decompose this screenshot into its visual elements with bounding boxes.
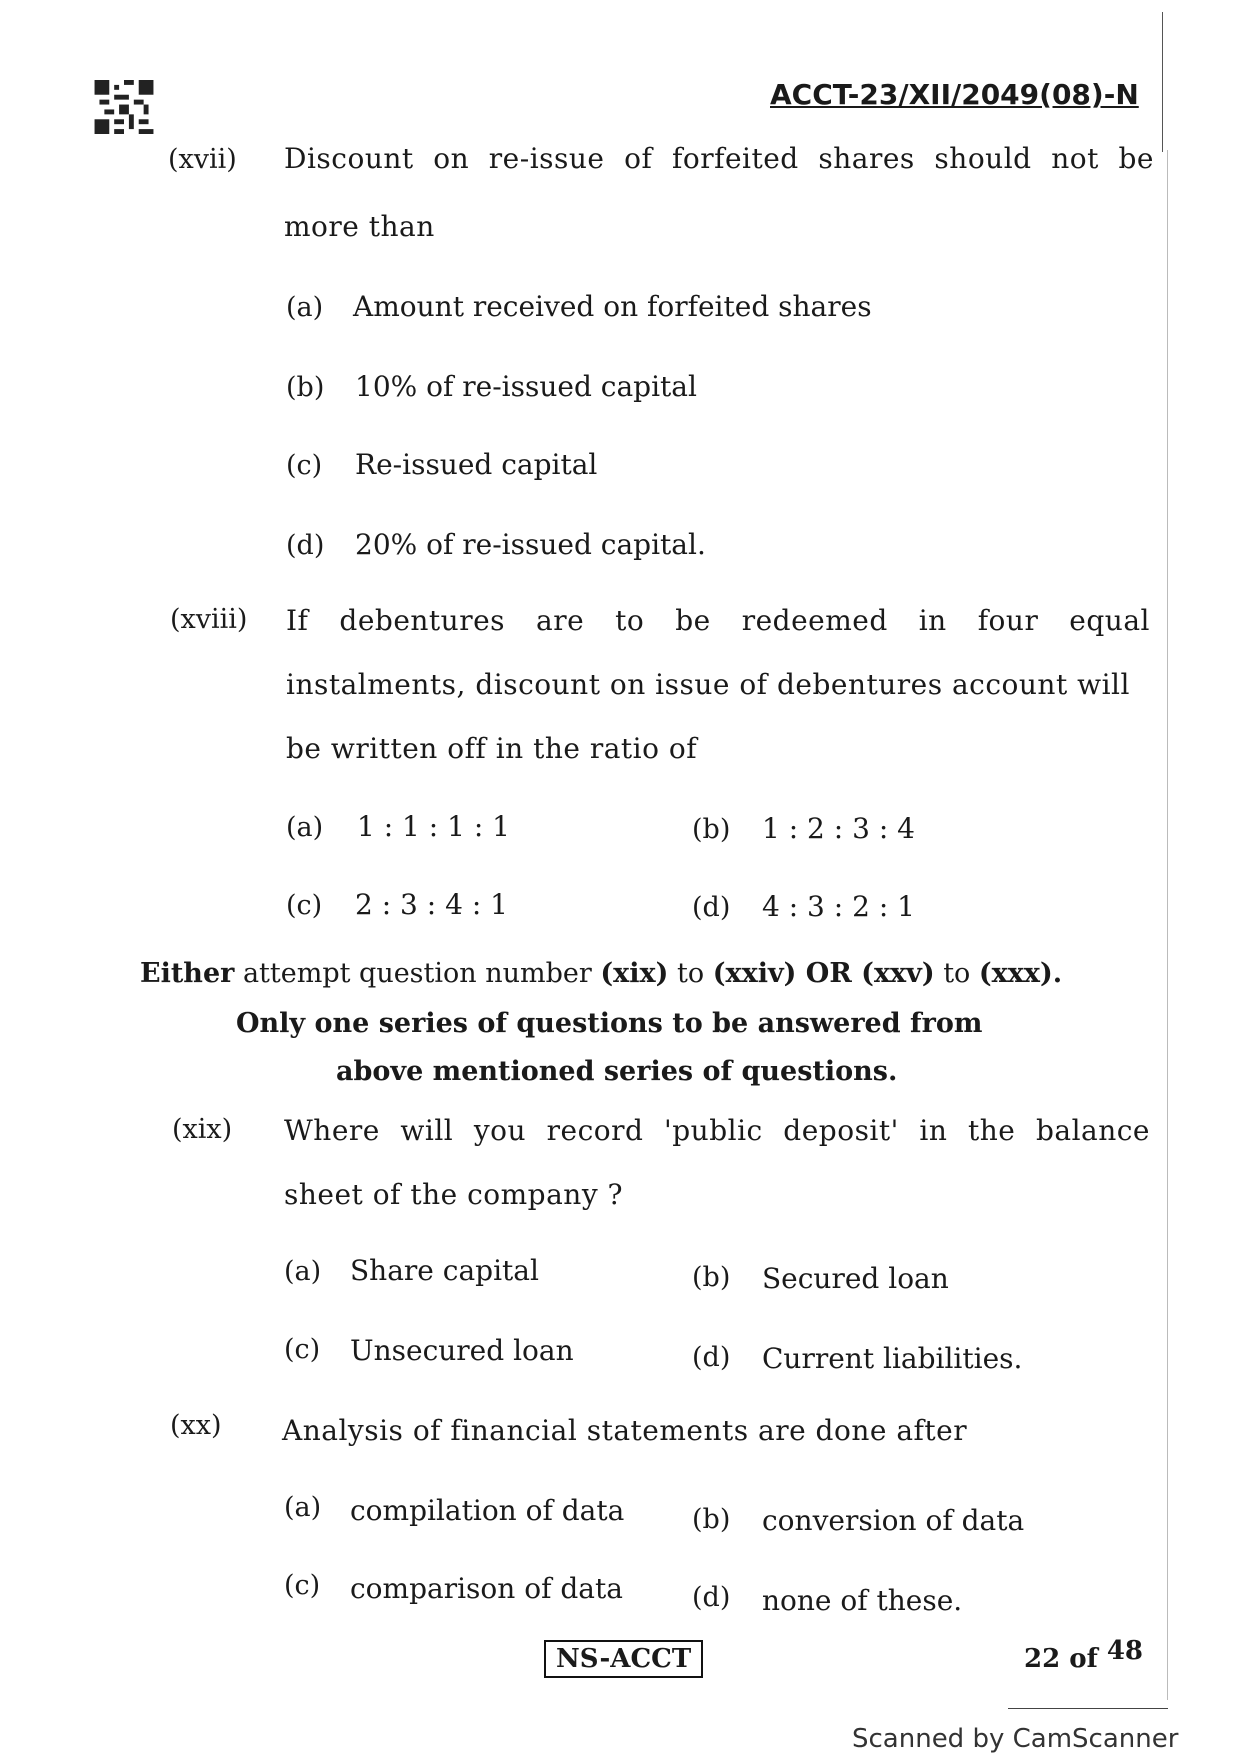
option-label: (a): [286, 812, 324, 843]
option-text[interactable]: none of these.: [762, 1584, 963, 1617]
instruction-range: (xix): [600, 958, 669, 989]
question-number: (xx): [170, 1410, 222, 1441]
exam-code: ACCT-23/XII/2049(08)-N: [770, 78, 1139, 111]
instruction-range: (xxiv) OR (xxv): [712, 958, 935, 989]
footer-rule: [1008, 1708, 1168, 1709]
instruction-to: to: [943, 958, 971, 989]
option-text[interactable]: 4 : 3 : 2 : 1: [762, 890, 915, 923]
option-text[interactable]: 1 : 2 : 3 : 4: [762, 812, 915, 845]
option-label: (c): [284, 1570, 321, 1601]
option-text[interactable]: Share capital: [350, 1254, 539, 1287]
option-text[interactable]: Amount received on forfeited shares: [353, 290, 872, 323]
option-label: (b): [286, 372, 325, 403]
instruction-attempt: attempt question number: [242, 958, 592, 989]
instruction-either: Either: [140, 958, 235, 989]
question-text: Where will you record 'public deposit' in the balance: [284, 1114, 1150, 1147]
option-label: (d): [692, 1342, 731, 1373]
option-label: (a): [286, 292, 324, 323]
question-text: more than: [284, 210, 435, 243]
question-text: Discount on re-issue of forfeited shares should not be: [284, 142, 1154, 175]
question-text: If debentures are to be redeemed in four equal: [286, 604, 1150, 637]
page-current: 22: [1024, 1644, 1061, 1674]
option-text[interactable]: Re-issued capital: [355, 448, 598, 481]
instruction-note: Only one series of questions to be answered from: [236, 1008, 983, 1039]
page-number: [1024, 1636, 1144, 1674]
option-text[interactable]: 2 : 3 : 4 : 1: [355, 888, 508, 921]
page-of: of: [1069, 1644, 1098, 1674]
option-text[interactable]: conversion of data: [762, 1504, 1025, 1537]
option-label: (c): [286, 450, 323, 481]
option-label: (d): [286, 530, 325, 561]
option-text[interactable]: 20% of re-issued capital.: [355, 528, 706, 561]
question-number: (xviii): [170, 604, 248, 635]
option-label: (a): [284, 1492, 322, 1523]
instruction-note: above mentioned series of questions.: [336, 1056, 898, 1087]
question-text: be written off in the ratio of: [286, 732, 698, 765]
scan-edge-line: [1162, 12, 1163, 152]
option-text[interactable]: compilation of data: [350, 1494, 625, 1527]
option-text[interactable]: Unsecured loan: [350, 1334, 574, 1367]
option-label: (c): [284, 1334, 321, 1365]
question-text: sheet of the company ?: [284, 1178, 624, 1211]
question-text: Analysis of financial statements are done after: [282, 1414, 968, 1447]
instruction-range: (xxx).: [978, 958, 1063, 989]
series-code-box: NS-ACCT: [544, 1640, 703, 1678]
instruction-line: [140, 958, 1062, 989]
option-text[interactable]: 10% of re-issued capital: [355, 370, 697, 403]
question-text: instalments, discount on issue of debentures account will: [286, 668, 1130, 701]
option-label: (c): [286, 890, 323, 921]
page-total: 48: [1106, 1636, 1144, 1666]
option-label: (b): [692, 814, 731, 845]
option-text[interactable]: 1 : 1 : 1 : 1: [357, 810, 510, 843]
qr-code-icon: [94, 80, 154, 134]
instruction-to: to: [677, 958, 705, 989]
option-label: (d): [692, 1582, 731, 1613]
question-number: (xix): [172, 1114, 233, 1145]
option-text[interactable]: Current liabilities.: [762, 1342, 1023, 1375]
option-label: (b): [692, 1262, 731, 1293]
option-label: (d): [692, 892, 731, 923]
option-label: (b): [692, 1504, 731, 1535]
scanner-watermark: Scanned by CamScanner: [852, 1724, 1179, 1754]
question-number: (xvii): [168, 144, 237, 175]
option-label: (a): [284, 1256, 322, 1287]
scan-edge-line: [1167, 150, 1168, 1700]
option-text[interactable]: Secured loan: [762, 1262, 949, 1295]
option-text[interactable]: comparison of data: [350, 1572, 623, 1605]
